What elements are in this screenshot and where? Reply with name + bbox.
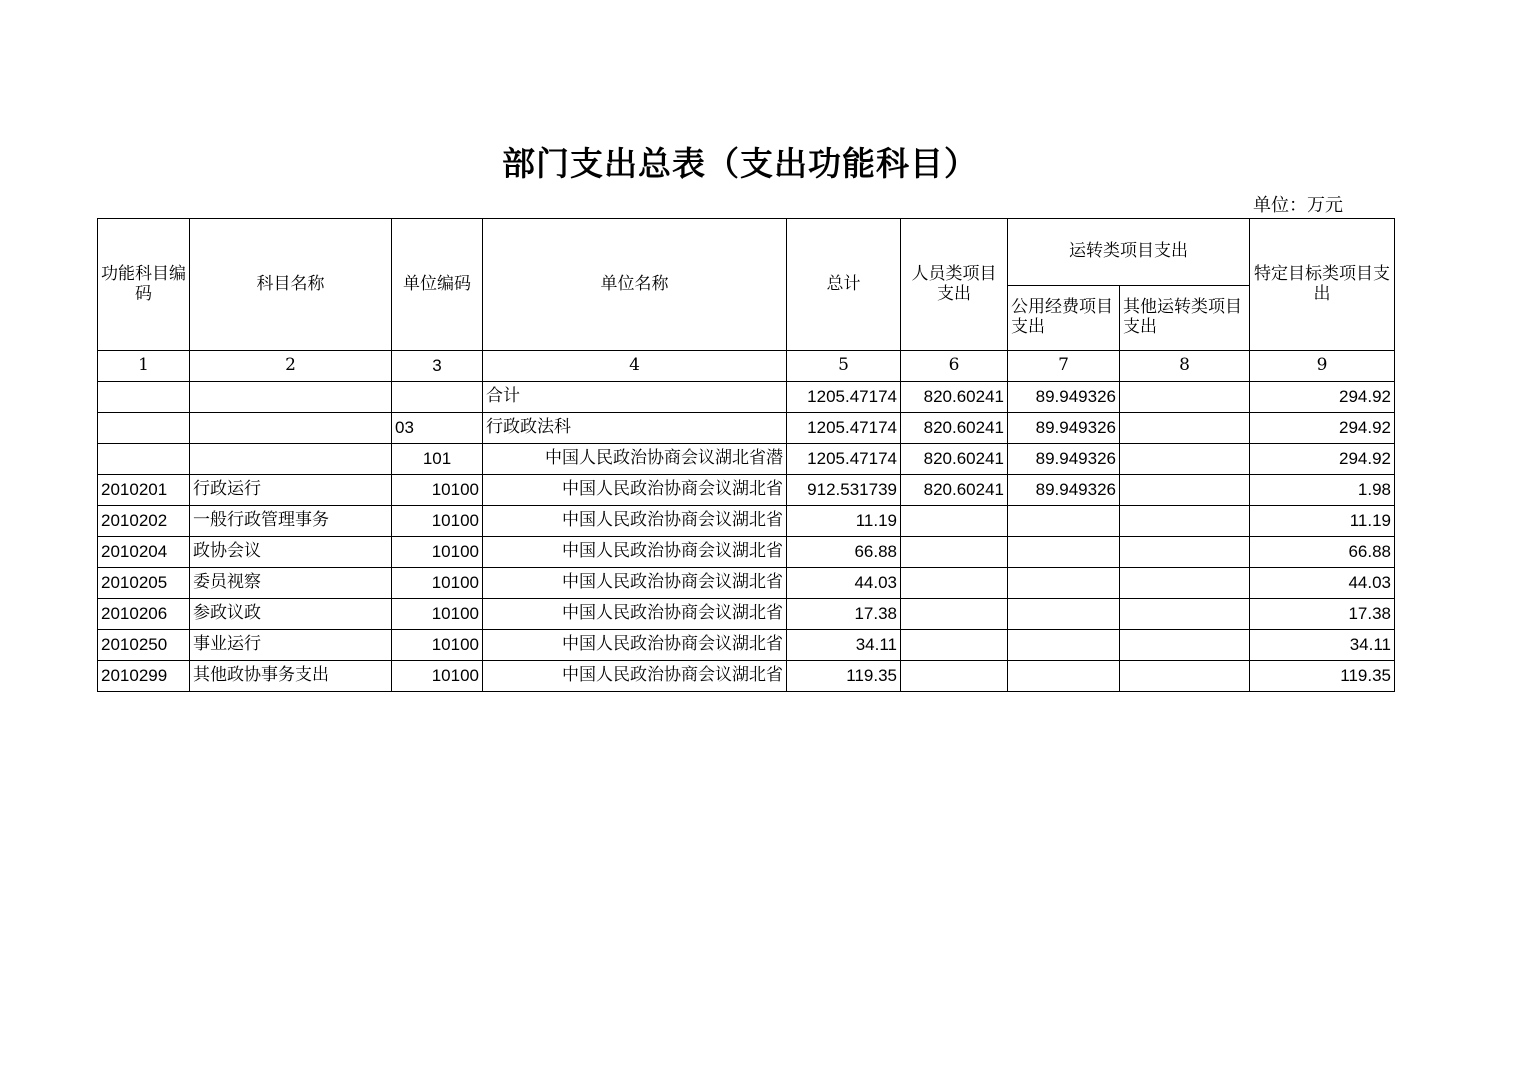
subject-name-cell: 政协会议	[190, 537, 392, 568]
unit-code-cell: 10100	[392, 506, 483, 537]
unit-name-cell: 中国人民政治协商会议湖北省潜	[483, 444, 787, 475]
other-operating-cell	[1120, 661, 1250, 692]
header-unit-name: 单位名称	[483, 219, 787, 351]
subject-name-cell: 其他政协事务支出	[190, 661, 392, 692]
public-expense-cell	[1008, 568, 1120, 599]
func-code-cell	[98, 444, 190, 475]
special-cell: 66.88	[1250, 537, 1395, 568]
subject-name-cell: 一般行政管理事务	[190, 506, 392, 537]
personnel-cell	[901, 661, 1008, 692]
func-code-cell	[98, 413, 190, 444]
total-cell: 119.35	[787, 661, 901, 692]
header-total: 总计	[787, 219, 901, 351]
func-code-cell: 2010205	[98, 568, 190, 599]
table-row	[98, 537, 1395, 568]
func-code-cell: 2010204	[98, 537, 190, 568]
subject-name-cell: 委员视察	[190, 568, 392, 599]
total-cell: 11.19	[787, 506, 901, 537]
header-row	[98, 219, 1395, 286]
public-expense-cell	[1008, 630, 1120, 661]
unit-code-cell: 10100	[392, 599, 483, 630]
other-operating-cell	[1120, 599, 1250, 630]
column-number: 1	[98, 351, 190, 382]
special-cell: 119.35	[1250, 661, 1395, 692]
func-code-cell: 2010250	[98, 630, 190, 661]
total-cell: 34.11	[787, 630, 901, 661]
unit-name-cell: 行政政法科	[483, 413, 787, 444]
unit-name-cell: 合计	[483, 382, 787, 413]
unit-code-cell: 10100	[392, 661, 483, 692]
unit-name-cell: 中国人民政治协商会议湖北省	[483, 475, 787, 506]
column-number: 8	[1120, 351, 1250, 382]
personnel-cell	[901, 537, 1008, 568]
func-code-cell: 2010202	[98, 506, 190, 537]
unit-code-cell: 03	[392, 413, 483, 444]
func-code-cell: 2010299	[98, 661, 190, 692]
other-operating-cell	[1120, 444, 1250, 475]
special-cell: 294.92	[1250, 444, 1395, 475]
total-cell: 44.03	[787, 568, 901, 599]
header-special: 特定目标类项目支出	[1250, 219, 1395, 351]
personnel-cell	[901, 506, 1008, 537]
header-public-expense: 公用经费项目支出	[1008, 286, 1120, 351]
header-operating-group: 运转类项目支出	[1008, 219, 1250, 286]
expenditure-table	[97, 218, 1395, 692]
header-unit-code: 单位编码	[392, 219, 483, 351]
special-cell: 1.98	[1250, 475, 1395, 506]
public-expense-cell: 89.949326	[1008, 444, 1120, 475]
special-cell: 294.92	[1250, 382, 1395, 413]
subject-name-cell: 参政议政	[190, 599, 392, 630]
unit-code-cell: 10100	[392, 630, 483, 661]
personnel-cell: 820.60241	[901, 475, 1008, 506]
table-row	[98, 475, 1395, 506]
unit-code-cell: 10100	[392, 568, 483, 599]
table-row	[98, 568, 1395, 599]
total-cell: 1205.47174	[787, 382, 901, 413]
column-number: 3	[392, 351, 483, 382]
public-expense-cell	[1008, 661, 1120, 692]
total-cell: 912.531739	[787, 475, 901, 506]
column-number: 4	[483, 351, 787, 382]
subject-name-cell	[190, 382, 392, 413]
special-cell: 34.11	[1250, 630, 1395, 661]
unit-code-cell: 10100	[392, 537, 483, 568]
column-number-row	[98, 351, 1395, 382]
unit-name-cell: 中国人民政治协商会议湖北省	[483, 661, 787, 692]
special-cell: 11.19	[1250, 506, 1395, 537]
func-code-cell: 2010206	[98, 599, 190, 630]
table-row	[98, 661, 1395, 692]
column-number: 5	[787, 351, 901, 382]
public-expense-cell	[1008, 506, 1120, 537]
personnel-cell: 820.60241	[901, 413, 1008, 444]
unit-code-cell: 10100	[392, 475, 483, 506]
table-row	[98, 413, 1395, 444]
subject-name-cell: 行政运行	[190, 475, 392, 506]
subject-name-cell	[190, 444, 392, 475]
personnel-cell	[901, 568, 1008, 599]
total-cell: 1205.47174	[787, 444, 901, 475]
unit-label: 单位：万元	[1253, 195, 1343, 216]
table-row	[98, 630, 1395, 661]
other-operating-cell	[1120, 475, 1250, 506]
other-operating-cell	[1120, 630, 1250, 661]
special-cell: 44.03	[1250, 568, 1395, 599]
table-row	[98, 382, 1395, 413]
unit-name-cell: 中国人民政治协商会议湖北省	[483, 506, 787, 537]
column-number: 7	[1008, 351, 1120, 382]
column-number: 2	[190, 351, 392, 382]
special-cell: 294.92	[1250, 413, 1395, 444]
personnel-cell	[901, 630, 1008, 661]
column-number: 9	[1250, 351, 1395, 382]
unit-name-cell: 中国人民政治协商会议湖北省	[483, 630, 787, 661]
unit-code-cell	[392, 382, 483, 413]
subject-name-cell	[190, 413, 392, 444]
func-code-cell: 2010201	[98, 475, 190, 506]
public-expense-cell	[1008, 537, 1120, 568]
personnel-cell: 820.60241	[901, 444, 1008, 475]
total-cell: 17.38	[787, 599, 901, 630]
header-func-code: 功能科目编码	[98, 219, 190, 351]
header-other-operating: 其他运转类项目支出	[1120, 286, 1250, 351]
header-subject-name: 科目名称	[190, 219, 392, 351]
column-number: 6	[901, 351, 1008, 382]
personnel-cell: 820.60241	[901, 382, 1008, 413]
other-operating-cell	[1120, 506, 1250, 537]
other-operating-cell	[1120, 413, 1250, 444]
total-cell: 1205.47174	[787, 413, 901, 444]
public-expense-cell: 89.949326	[1008, 413, 1120, 444]
public-expense-cell	[1008, 599, 1120, 630]
func-code-cell	[98, 382, 190, 413]
public-expense-cell: 89.949326	[1008, 475, 1120, 506]
unit-name-cell: 中国人民政治协商会议湖北省	[483, 599, 787, 630]
table-row	[98, 506, 1395, 537]
unit-name-cell: 中国人民政治协商会议湖北省	[483, 537, 787, 568]
unit-code-cell: 101	[392, 444, 483, 475]
personnel-cell	[901, 599, 1008, 630]
page-title: 部门支出总表（支出功能科目）	[502, 144, 978, 183]
table-row	[98, 599, 1395, 630]
header-personnel: 人员类项目支出	[901, 219, 1008, 351]
other-operating-cell	[1120, 568, 1250, 599]
public-expense-cell: 89.949326	[1008, 382, 1120, 413]
table-row	[98, 444, 1395, 475]
subject-name-cell: 事业运行	[190, 630, 392, 661]
total-cell: 66.88	[787, 537, 901, 568]
unit-name-cell: 中国人民政治协商会议湖北省	[483, 568, 787, 599]
other-operating-cell	[1120, 382, 1250, 413]
other-operating-cell	[1120, 537, 1250, 568]
special-cell: 17.38	[1250, 599, 1395, 630]
